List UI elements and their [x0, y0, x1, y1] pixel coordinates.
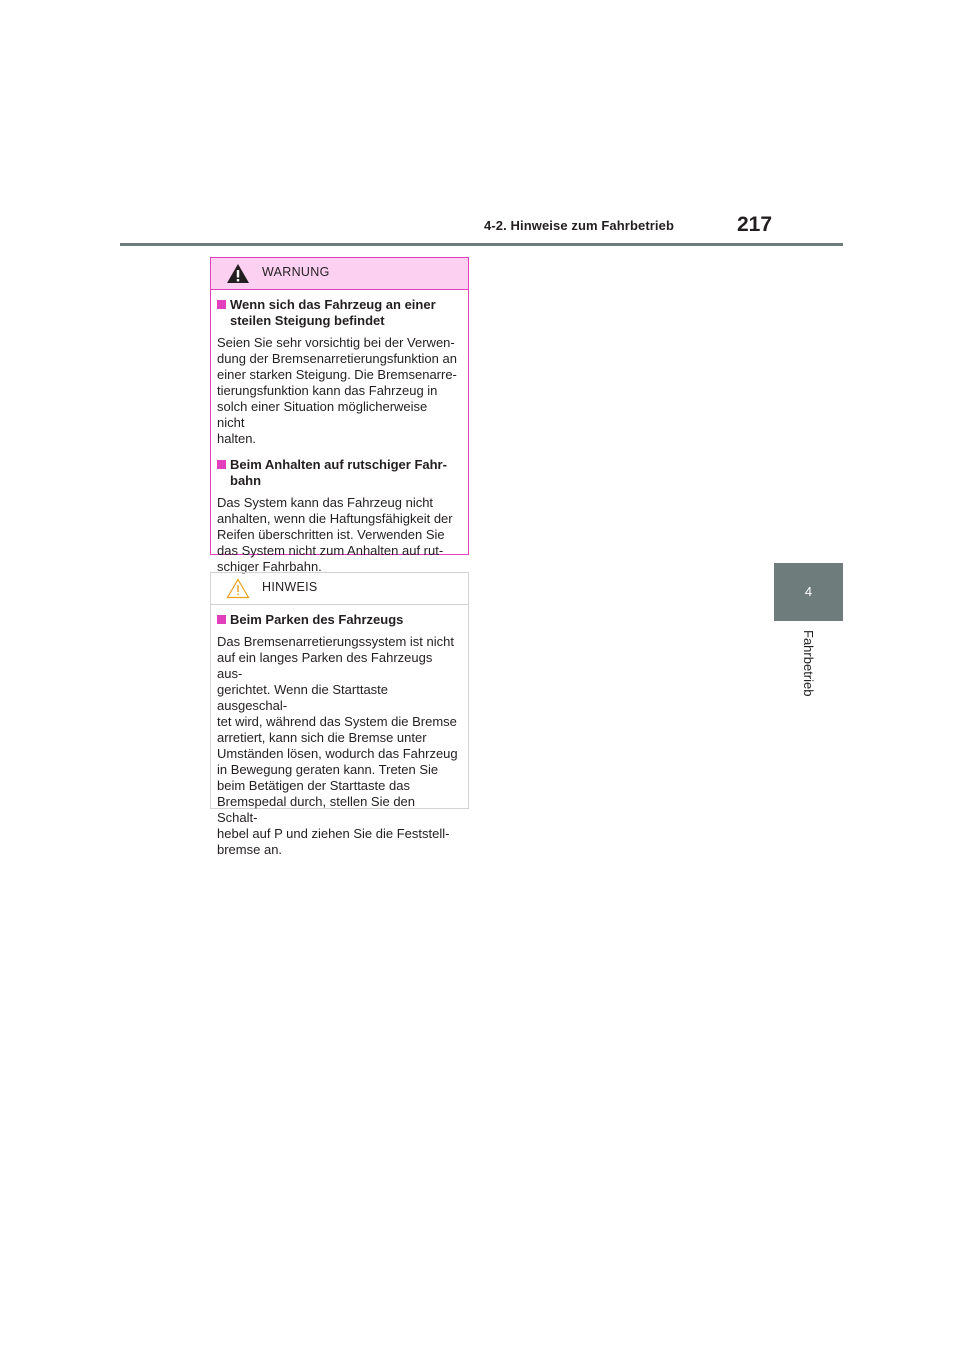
item-heading-line: Wenn sich das Fahrzeug an einer [230, 297, 436, 312]
item-body-line: Seien Sie sehr vorsichtig bei der Verwen- [217, 335, 455, 350]
section-title: 4-2. Hinweise zum Fahrbetrieb [484, 218, 675, 233]
warning-box [210, 257, 469, 574]
note-title: HINWEIS [262, 580, 318, 594]
item-body [217, 335, 458, 447]
item-body-line: einer starken Steigung. Die Bremsenarre- [217, 367, 457, 382]
item-body-line: dung der Bremsenarretierungsfunktion an [217, 351, 457, 366]
item-heading-line: Beim Parken des Fahrzeugs [230, 612, 404, 627]
item-body-line: tet wird, während das System die Bremse [217, 714, 457, 729]
item-body-line: beim Betätigen der Starttaste das [217, 778, 410, 793]
note-box [210, 572, 469, 857]
item-body-line: arretiert, kann sich die Bremse unter [217, 730, 427, 745]
warning-box-header [211, 258, 468, 290]
caution-triangle-outline-icon [226, 578, 250, 599]
item-body-line: Das System kann das Fahrzeug nicht [217, 495, 434, 510]
square-bullet-icon [217, 460, 226, 469]
item-body-line: halten. [217, 431, 257, 446]
page-number: 217 [737, 213, 773, 236]
item-heading [217, 612, 458, 628]
square-bullet-icon [217, 300, 226, 309]
item-body-line: Reifen überschritten ist. Verwenden Sie [217, 527, 445, 542]
item-body-line: gerichtet. Wenn die Starttaste ausgeschal- [217, 682, 389, 713]
item-body-line: schiger Fahrbahn. [217, 559, 322, 574]
item-body-line: solch einer Situation möglicherweise nicht [217, 399, 428, 430]
chapter-label: Fahrbetrieb [801, 630, 816, 697]
item-body-line: Umständen lösen, wodurch das Fahrzeug [217, 746, 458, 761]
item-body-line: anhalten, wenn die Haftungsfähigkeit der [217, 511, 453, 526]
warning-box-body [211, 290, 468, 575]
item-heading [217, 457, 458, 489]
item-body-line: Das Bremsenarretierungssystem ist nicht [217, 634, 454, 649]
item-body [217, 634, 458, 858]
item-body-line: in Bewegung geraten kann. Treten Sie [217, 762, 439, 777]
item-body-line: auf ein langes Parken des Fahrzeugs aus- [217, 650, 433, 681]
warning-triangle-icon [226, 263, 250, 284]
item-body-line: hebel auf P und ziehen Sie die Feststell- [217, 826, 450, 841]
item-heading-line: Beim Anhalten auf rutschiger Fahr- [230, 457, 447, 472]
item-heading-line: bahn [230, 473, 262, 488]
warning-title: WARNUNG [262, 265, 330, 279]
header-rule [120, 243, 843, 246]
chapter-tab: 4 [774, 563, 843, 621]
item-body-line: bremse an. [217, 842, 283, 857]
item-heading-line: steilen Steigung befindet [230, 313, 385, 328]
item-body-line: tierungsfunktion kann das Fahrzeug in [217, 383, 438, 398]
note-box-body [211, 605, 468, 858]
item-heading [217, 297, 458, 329]
item-body-line: das System nicht zum Anhalten auf rut- [217, 543, 444, 558]
item-body [217, 495, 458, 575]
item-body-line: Bremspedal durch, stellen Sie den Schalt- [217, 794, 416, 825]
square-bullet-icon [217, 615, 226, 624]
note-box-header [211, 573, 468, 605]
